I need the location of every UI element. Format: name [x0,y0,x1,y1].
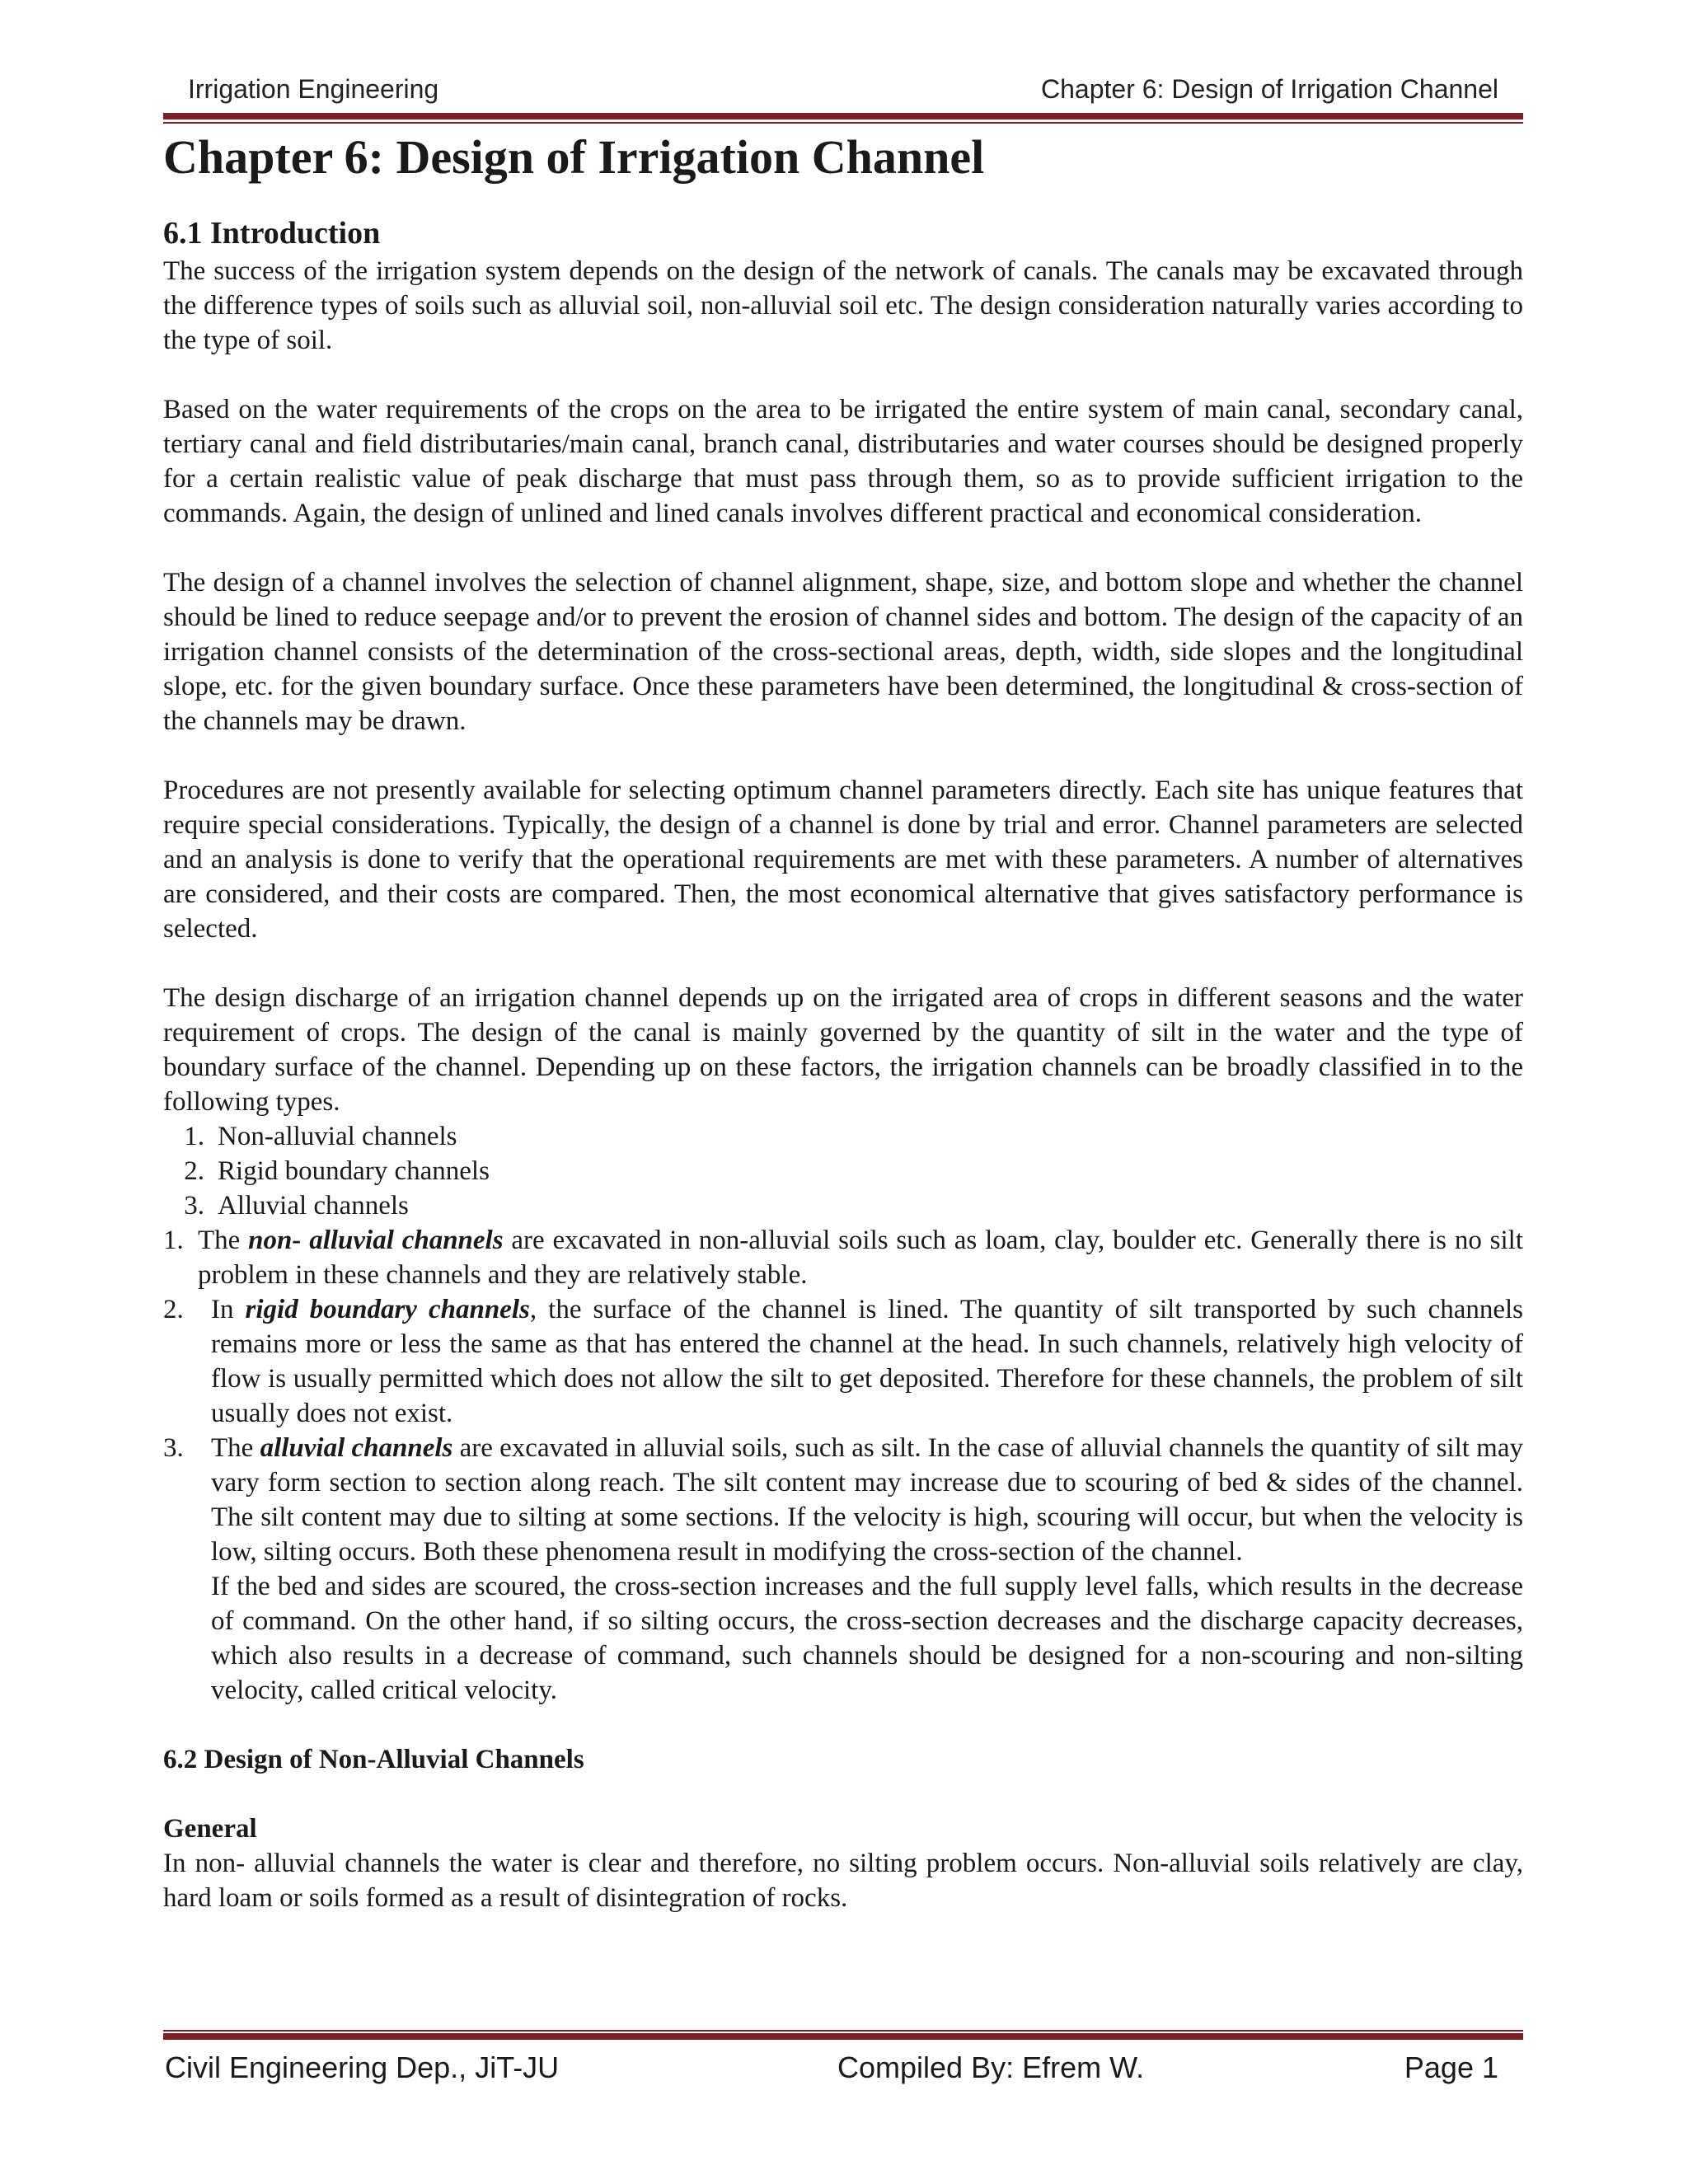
header-rule-thin [163,122,1523,124]
key-term: alluvial channels [260,1433,453,1463]
channel-types-list [163,1119,1523,1223]
header-right: Chapter 6: Design of Irrigation Channel [1041,74,1498,104]
detail-item-rigid-boundary: 2. In rigid boundary channels, the surface of the channel is lined. The quantity of silt transported by such channels remains more or less the same as that has entered the channel at the head. In such channels, relatively high velocity of flow is usually permitted which does not allow the silt to get deposited. Therefore for these channels, the problem of silt usually does not exist. [163,1292,1523,1431]
section-heading-6-1: 6.1 Introduction [163,216,381,251]
page-content [163,125,1523,1915]
footer-rule-thin [163,2030,1523,2032]
running-header [188,74,1498,105]
list-number: 1. [184,1122,204,1151]
subheading-general: General [163,1814,257,1844]
paragraph: The design of a channel involves the selection of channel alignment, shape, size, and bottom slope and whether the channel should be lined to reduce seepage and/or to prevent the erosion of channel sides and bottom. The design of the capacity of an irrigation channel consists of the determination of the cross-sectional areas, depth, width, side slopes and the longitudinal slope, etc. for the given boundary surface. Once these parameters have been determined, the longitudinal & cross-section of the channels may be drawn. [163,568,1523,736]
footer-department: Civil Engineering Dep., JiT-JU [165,2050,560,2084]
footer-author: Compiled By: Efrem W. [837,2050,1145,2084]
paragraph: Based on the water requirements of the crops on the area to be irrigated the entire system of main canal, secondary canal, tertiary canal and field distributaries/main canal, branch canal, distributaries and water courses should be designed properly for a certain realistic value of peak discharge that must pass through them, so as to provide sufficient irrigation to the commands. Again, the design of unlined and lined canals involves different practical and economical consideration. [163,395,1523,528]
paragraph: If the bed and sides are scoured, the cross-section increases and the full supply level falls, which results in the decrease of command. On the other hand, if so silting occurs, the cross-section decreases and the discharge capacity decreases, which also results in a decrease of command, such channels should be designed for a non-scouring and non-silting velocity, called critical velocity. [211,1572,1523,1705]
paragraph: In non- alluvial channels the water is clear and therefore, no silting problem occurs. Non-alluvial soils relatively are clay, hard loam or soils formed as a result of disintegration of rocks. [163,1849,1523,1913]
detail-number: 1. [163,1226,184,1255]
page-number: Page 1 [1404,2050,1498,2084]
list-item [184,1188,1523,1223]
list-label: Non-alluvial channels [218,1122,457,1151]
detail-item-non-alluvial: 1. The non- alluvial channels are excavated in non-alluvial soils such as loam, clay, boulder etc. Generally there is no silt problem in these channels and they are relatively stable. [163,1223,1523,1292]
footer-rule-thick [163,2033,1523,2040]
list-label: Rigid boundary channels [218,1156,490,1186]
header-left: Irrigation Engineering [188,74,439,104]
list-number: 2. [184,1156,204,1186]
list-item [184,1119,1523,1154]
list-label: Alluvial channels [218,1191,409,1221]
key-term: rigid boundary channels [245,1295,530,1324]
list-number: 3. [184,1191,204,1221]
header-rule-thick [163,113,1523,120]
paragraph: The success of the irrigation system depends on the design of the network of canals. The canals may be excavated through the difference types of soils such as alluvial soil, non-alluvial soil etc. The design consideration naturally varies according to the type of soil. [163,256,1523,355]
paragraph: The design discharge of an irrigation channel depends up on the irrigated area of crops in different seasons and the water requirement of crops. The design of the canal is mainly governed by the quantity of silt in the water and the type of boundary surface of the channel. Depending up on these factors, the irrigation channels can be broadly classified in to the following types. [163,983,1523,1117]
list-item [184,1154,1523,1188]
chapter-title: Chapter 6: Design of Irrigation Channel [163,130,985,184]
section-heading-6-2: 6.2 Design of Non-Alluvial Channels [163,1745,584,1774]
key-term: non- alluvial channels [248,1226,504,1255]
detail-number: 3. [163,1433,184,1463]
detail-item-alluvial: 3. The alluvial channels are excavated in alluvial soils, such as silt. In the case of alluvial channels the quantity of silt may vary form section to section along reach. The silt content may increase due to scouring of bed & sides of the channel. The silt content may due to silting at some sections. If the velocity is high, scouring will occur, but when the velocity is low, silting occurs. Both these phenomena result in modifying the cross-section of the channel. If the bed and sides are scoured, the cross-section increases and the full supply level falls, which results in the decrease of command. On the other hand, if so silting occurs, the cross-section decreases and the discharge capacity decreases, which also results in a decrease of command, such channels should be designed for a non-scouring and non-silting velocity, called critical velocity. [163,1431,1523,1708]
detail-number: 2. [163,1295,184,1324]
paragraph: Procedures are not presently available for selecting optimum channel parameters directly. Each site has unique features that require special considerations. Typically, the design of a channel is done by trial and error. Channel parameters are selected and an analysis is done to verify that the operational requirements are met with these parameters. A number of alternatives are considered, and their costs are compared. Then, the most economical alternative that gives satisfactory performance is selected. [163,776,1523,944]
